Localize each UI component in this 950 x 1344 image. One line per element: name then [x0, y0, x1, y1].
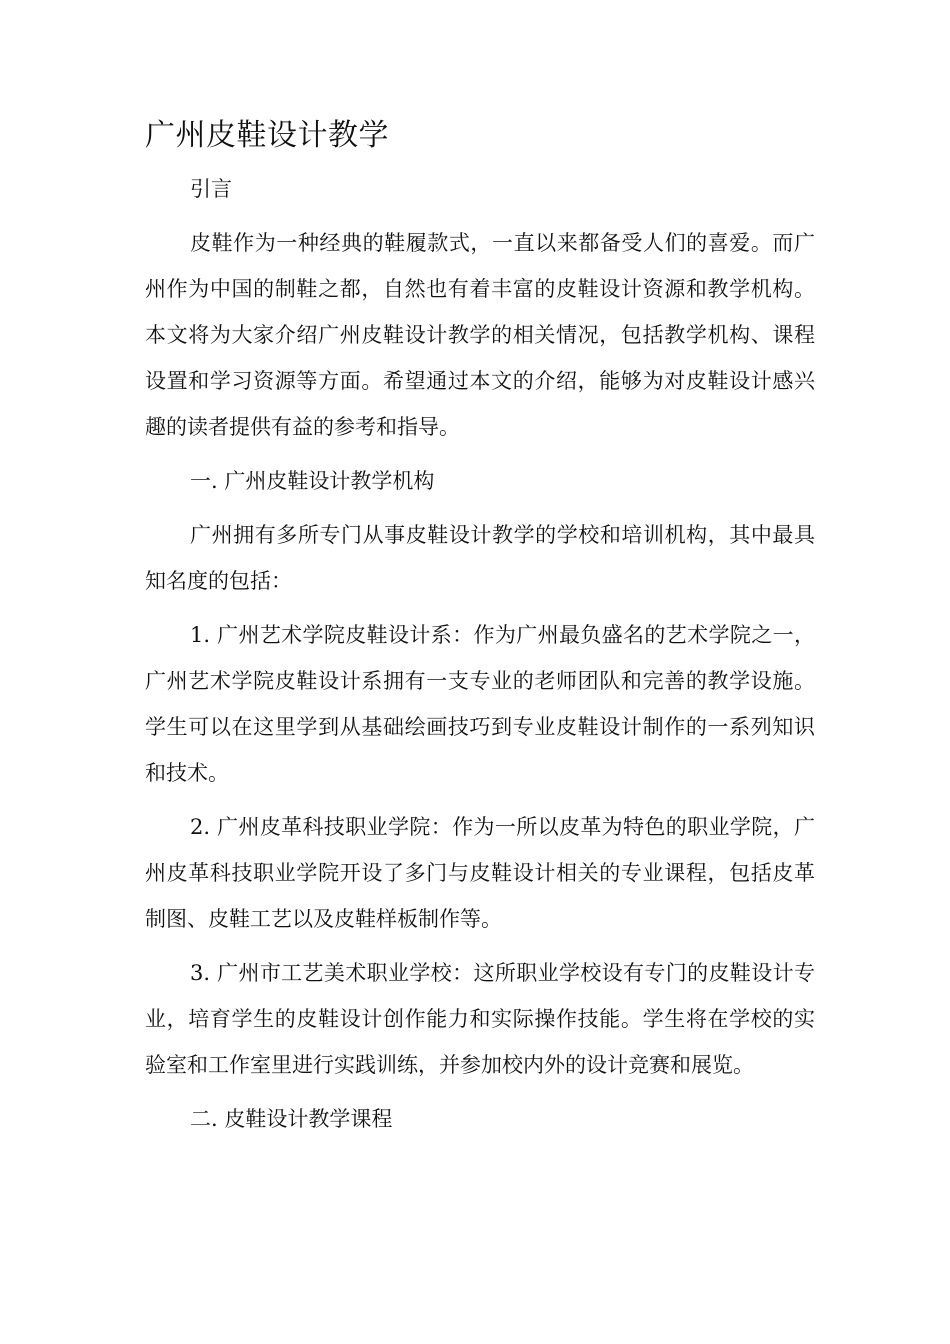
- list-item-1: 1. 广州艺术学院皮鞋设计系：作为广州最负盛名的艺术学院之一，广州艺术学院皮鞋设计系拥有一支专业的老师团队和完善的教学设施。学生可以在这里学到从基础绘画技巧到专业皮鞋设计制作的一系列知识和技术。: [145, 623, 815, 785]
- paragraph-institutions: 广州拥有多所专门从事皮鞋设计教学的学校和培训机构，其中最具知名度的包括：: [145, 523, 815, 593]
- document-body: [145, 166, 815, 1142]
- list-item-2: 2. 广州皮革科技职业学院：作为一所以皮革为特色的职业学院，广州皮革科技职业学院开设了多门与皮鞋设计相关的专业课程，包括皮革制图、皮鞋工艺以及皮鞋样板制作等。: [145, 815, 815, 931]
- document-title: 广州皮鞋设计教学: [145, 118, 389, 153]
- paragraph-intro: 皮鞋作为一种经典的鞋履款式，一直以来都备受人们的喜爱。而广州作为中国的制鞋之都，自然也有着丰富的皮鞋设计资源和教学机构。本文将为大家介绍广州皮鞋设计教学的相关情况，包括教学机构、课程设置和学习资源等方面。希望通过本文的介绍，能够为对皮鞋设计感兴趣的读者提供有益的参考和指导。: [145, 231, 815, 439]
- section-heading-1: 一. 广州皮鞋设计教学机构: [190, 469, 435, 493]
- list-item-3: 3. 广州市工艺美术职业学校：这所职业学校设有专门的皮鞋设计专业，培育学生的皮鞋设计创作能力和实际操作技能。学生将在学校的实验室和工作室里进行实践训练，并参加校内外的设计竞赛和展览。: [145, 961, 815, 1077]
- section-heading-intro: 引言: [190, 177, 232, 201]
- section-heading-2: 二. 皮鞋设计教学课程: [190, 1107, 393, 1131]
